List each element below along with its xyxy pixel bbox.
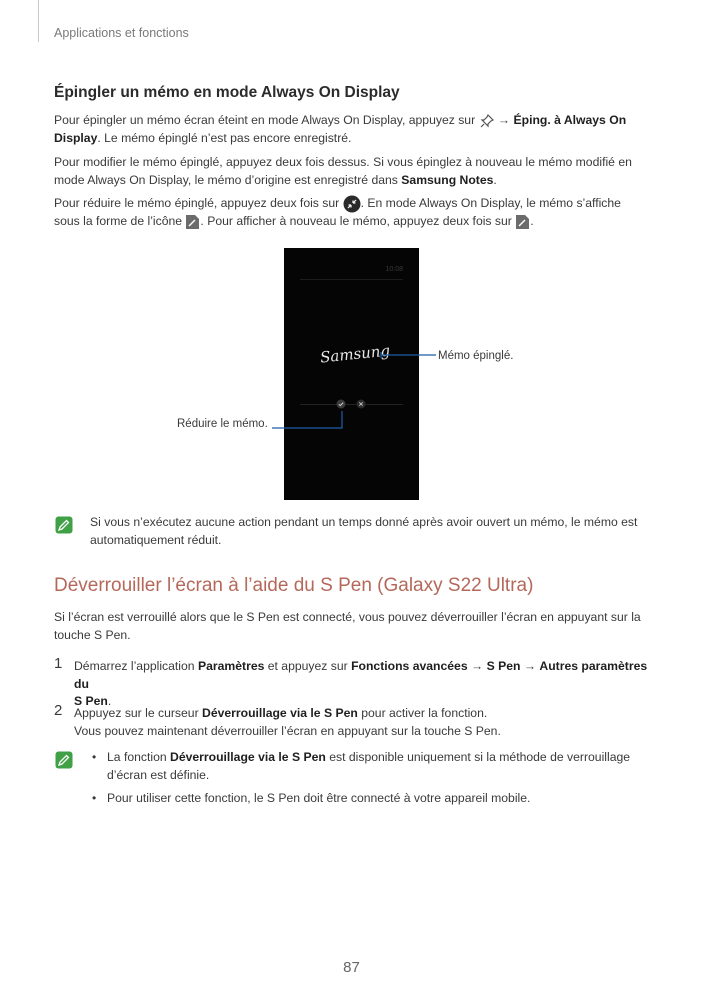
step-2 (74, 705, 664, 740)
menu-s-pen: S Pen (486, 659, 521, 673)
text: Pour modifier le mémo épinglé, appuyez deux fois dessus. Si vous épinglez à nouveau le mémo modifié en (54, 155, 632, 169)
arrow: → (467, 659, 487, 673)
step-number: 2 (54, 702, 63, 719)
text: Vous pouvez maintenant déverrouiller l’écran en appuyant sur la touche S Pen. (74, 723, 501, 738)
bullet: • (92, 750, 97, 764)
arrow: → (520, 659, 540, 673)
note-icon (55, 516, 73, 534)
paragraph-unlock-intro (54, 609, 650, 644)
note-bullet-spen-connected (107, 790, 667, 808)
text: Pour réduire le mémo épinglé, appuyez deux fois sur (54, 196, 343, 211)
note-icon (55, 751, 73, 769)
text: est disponible uniquement si la méthode de verrouillage (325, 750, 631, 764)
text: . (107, 694, 112, 708)
bullet: • (92, 791, 97, 805)
step-number: 1 (54, 655, 63, 672)
text: sous la forme de l’icône (54, 214, 186, 228)
text: . Pour afficher à nouveau le mémo, appuyez deux fois sur (200, 214, 516, 228)
running-header: Applications et fonctions (54, 26, 189, 40)
step-1 (74, 658, 664, 711)
callout-reduce-memo: Réduire le mémo. (177, 418, 268, 430)
note-bullet-lock-method (107, 749, 667, 784)
text: . Le mémo épinglé n’est pas encore enregistré. (97, 130, 352, 145)
setting-unlock-with-spen: Déverrouillage via le S Pen (202, 706, 358, 720)
text: automatiquement réduit. (90, 532, 222, 547)
text: Pour utiliser cette fonction, le S Pen doit être connecté à votre appareil mobile. (107, 791, 531, 805)
text: Pour épingler un mémo écran éteint en mode Always On Display, appuyez sur (54, 113, 479, 127)
aod-clock: 10:08 (385, 266, 403, 273)
text: Si l’écran est verrouillé alors que le S Pen est connecté, vous pouvez déverrouiller l’écran en appuyant sur la (54, 610, 641, 624)
arrow: → (494, 113, 514, 127)
text: touche S Pen. (54, 627, 131, 642)
text: La fonction (107, 750, 171, 764)
note-auto-reduce (90, 514, 660, 549)
text: . (530, 214, 534, 228)
menu-option-pin-aod-cont: Display (54, 130, 98, 145)
section-title-unlock-spen: Déverrouiller l’écran à l’aide du S Pen (Galaxy S22 Ultra) (54, 575, 534, 596)
text: Si vous n’exécutez aucune action pendant un temps donné après avoir ouvert un mémo, le mémo est (90, 515, 638, 529)
app-name-settings: Paramètres (197, 659, 265, 673)
section-title-pin-memo: Épingler un mémo en mode Always On Display (54, 84, 400, 101)
menu-advanced-features: Fonctions avancées (351, 659, 468, 673)
setting-unlock-with-spen: Déverrouillage via le S Pen (170, 750, 326, 764)
menu-more-spen-settings: Autres paramètres du (74, 659, 648, 691)
text: pour activer la fonction. (357, 706, 488, 720)
menu-option-pin-aod: Éping. à Always On (513, 113, 627, 127)
text: . (493, 172, 497, 187)
text: mode Always On Display, le mémo d’origine est enregistré dans (54, 172, 402, 187)
handwritten-memo: Samsung (319, 341, 391, 367)
callout-pinned-memo: Mémo épinglé. (438, 350, 514, 362)
text: . En mode Always On Display, le mémo s’affiche (360, 196, 621, 211)
text: Démarrez l’application (74, 659, 198, 673)
text: d’écran est définie. (107, 767, 210, 782)
text: et appuyez sur (264, 659, 352, 673)
text: Appuyez sur le curseur (74, 706, 203, 720)
menu-more-spen-settings-cont: S Pen (74, 694, 108, 708)
page-number: 87 (343, 959, 360, 976)
app-name-samsung-notes: Samsung Notes (401, 172, 494, 187)
